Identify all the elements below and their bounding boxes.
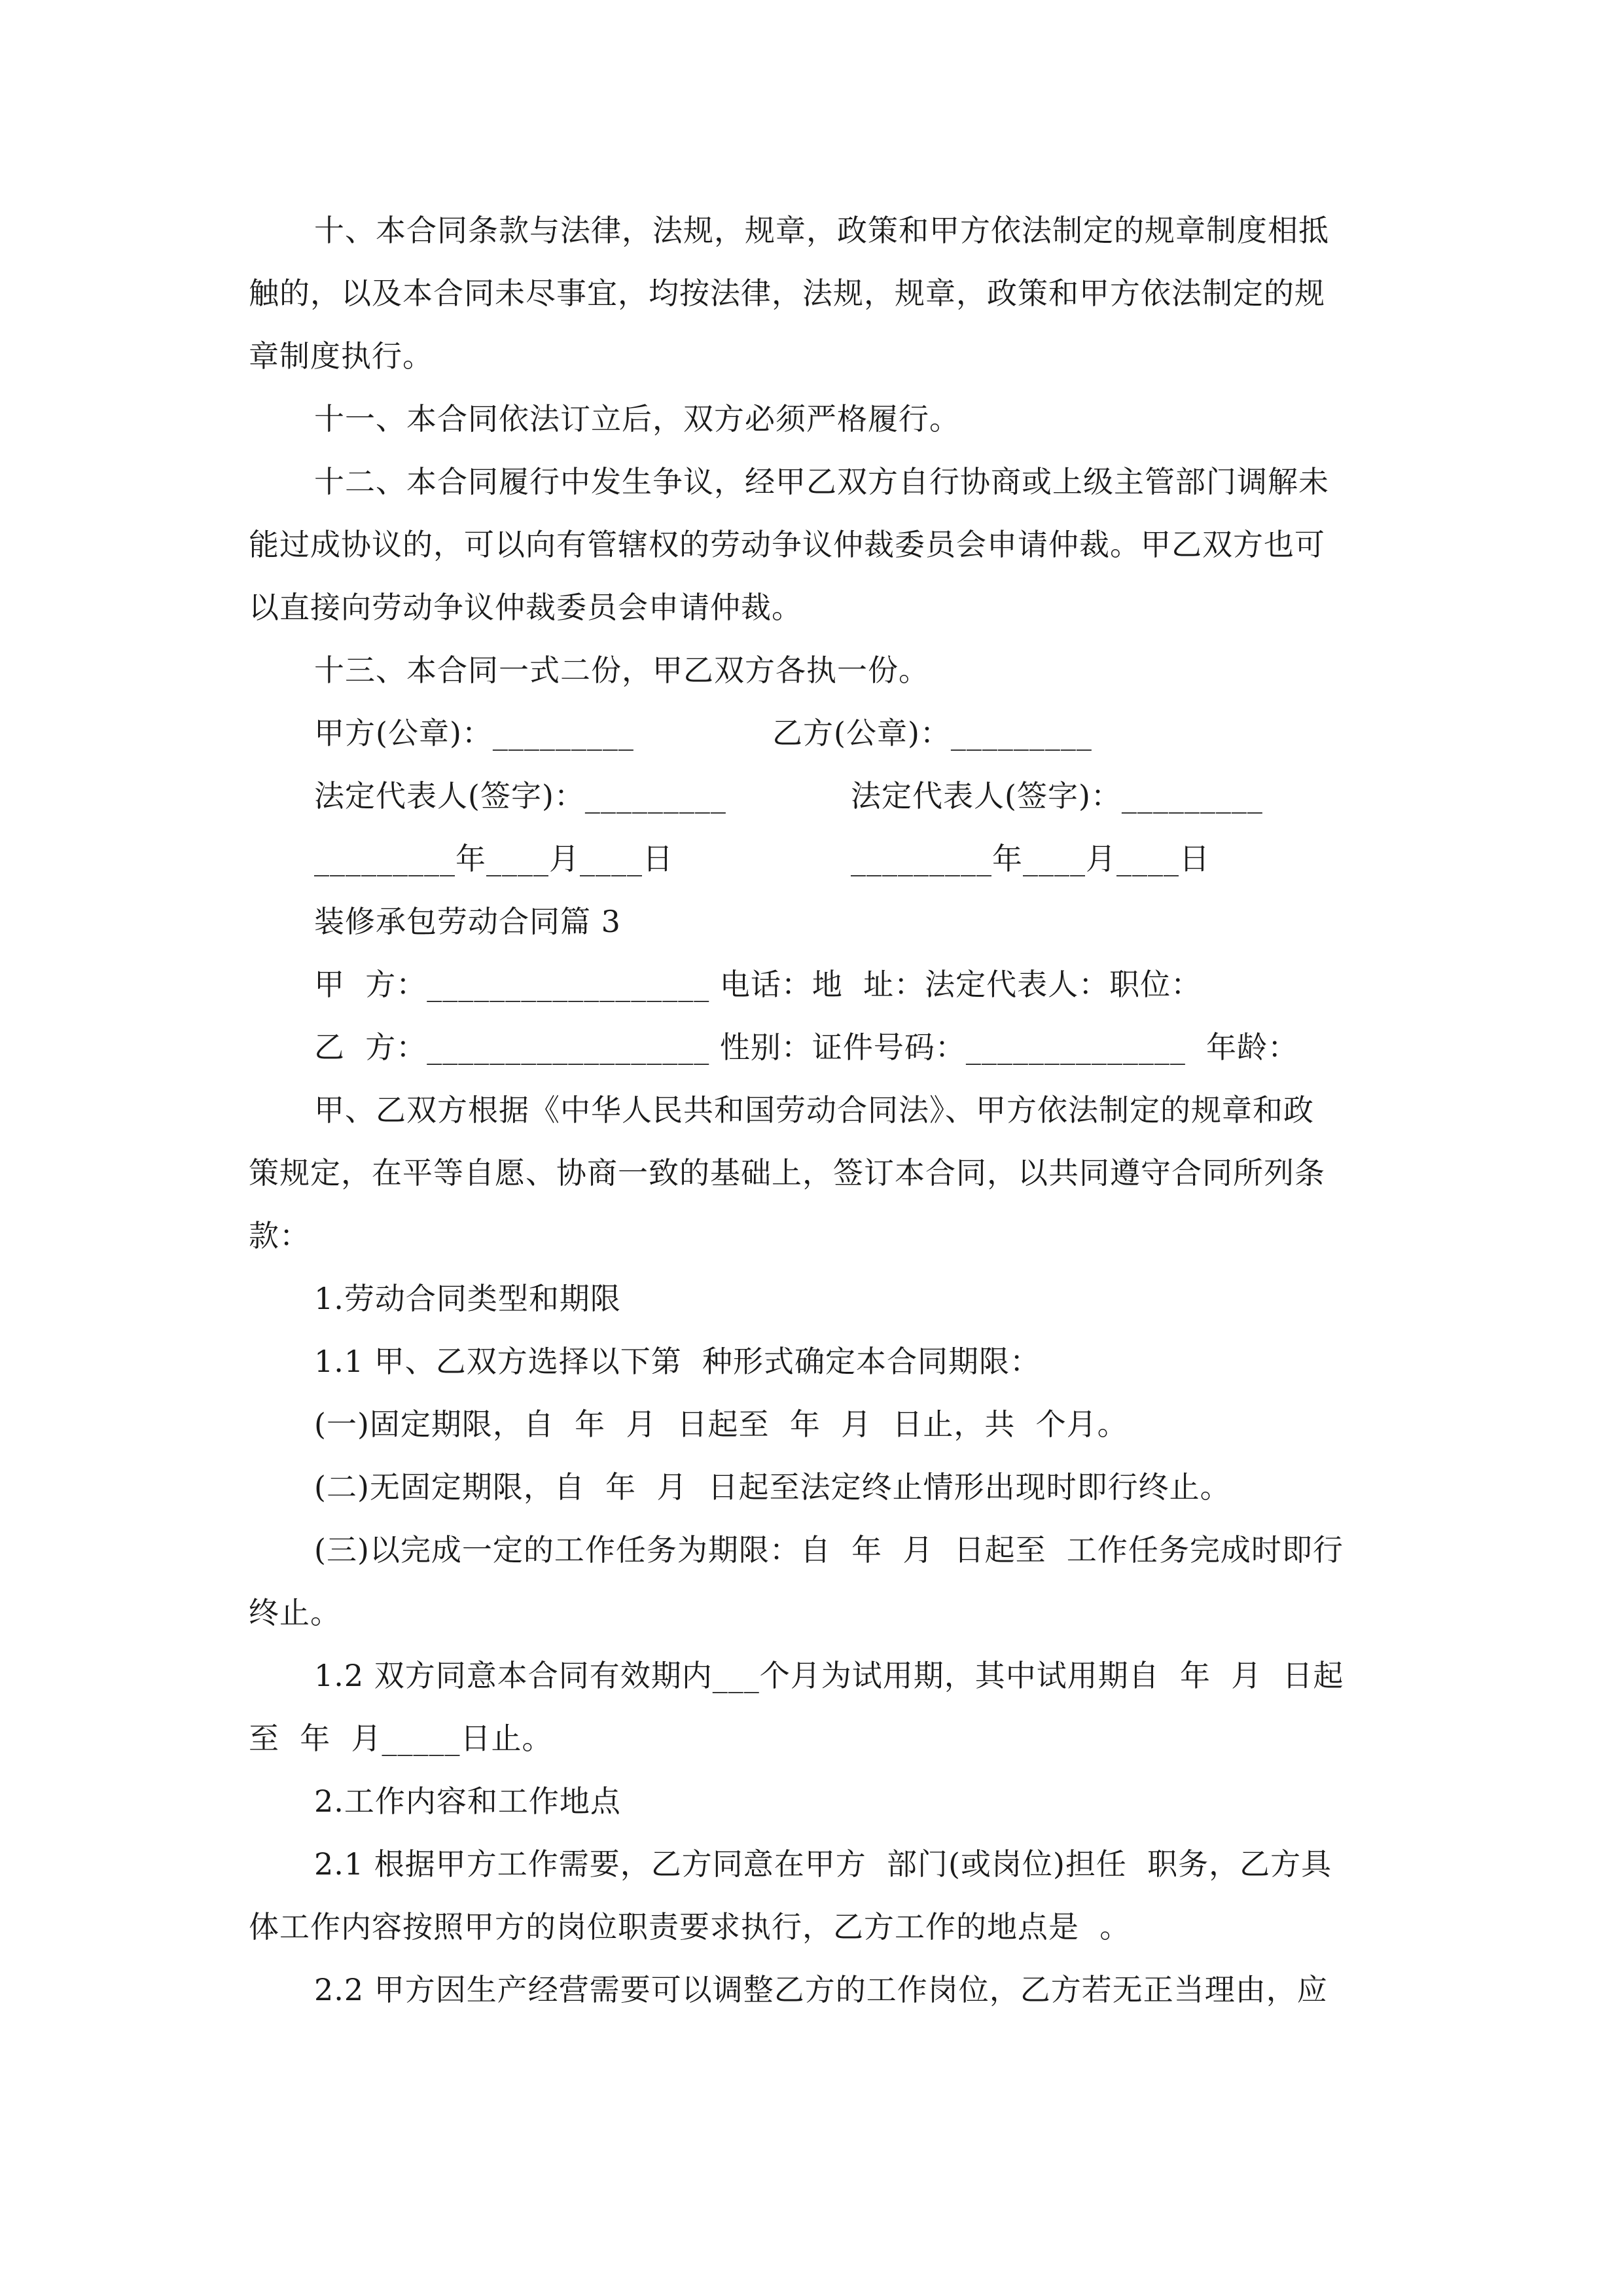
party-b-seal: 乙方(公章)：_________: [772, 715, 1092, 751]
item-1-2-line-2: 至 年 月_____日止。: [249, 1721, 553, 1756]
option-task-term-line-1: (三)以完成一定的工作任务为期限：自 年 月 日起至 工作任务完成时即行: [314, 1532, 1344, 1568]
clause-11: 十一、本合同依法订立后，双方必须严格履行。: [314, 401, 960, 437]
clause-10-line-3: 章制度执行。: [249, 338, 433, 374]
preamble-line-1: 甲、乙双方根据《中华人民共和国劳动合同法》、甲方依法制定的规章和政: [314, 1092, 1314, 1128]
party-b-representative: 法定代表人(签字)：_________: [851, 778, 1263, 814]
item-2-2-line-1: 2.2 甲方因生产经营需要可以调整乙方的工作岗位，乙方若无正当理由，应: [314, 1972, 1328, 2007]
item-1-1: 1.1 甲、乙双方选择以下第 种形式确定本合同期限：: [314, 1344, 1041, 1379]
item-2-1-line-2: 体工作内容按照甲方的岗位职责要求执行，乙方工作的地点是 。: [249, 1909, 1131, 1945]
party-a-seal: 甲方(公章)：_________: [314, 715, 634, 751]
clause-10-line-2: 触的，以及本合同未尽事宜，均按法律，法规，规章，政策和甲方依法制定的规: [249, 276, 1325, 311]
preamble-line-2: 策规定，在平等自愿、协商一致的基础上，签订本合同，以共同遵守合同所列条: [249, 1155, 1325, 1191]
party-a-date: _________年____月____日: [314, 841, 673, 876]
preamble-line-3: 款：: [249, 1218, 310, 1253]
party-a-representative: 法定代表人(签字)：_________: [314, 778, 726, 814]
party-a-info: 甲 方：__________________ 电话：地 址：法定代表人：职位：: [314, 967, 1202, 1002]
party-b-date: _________年____月____日: [851, 841, 1210, 876]
heading-work-content: 2.工作内容和工作地点: [314, 1784, 621, 1819]
section-title: 装修承包劳动合同篇 3: [314, 904, 621, 939]
clause-12-line-2: 能过成协议的，可以向有管辖权的劳动争议仲裁委员会申请仲裁。甲乙双方也可: [249, 527, 1325, 562]
clause-10-line-1: 十、本合同条款与法律，法规，规章，政策和甲方依法制定的规章制度相抵: [314, 213, 1329, 248]
item-1-2-line-1: 1.2 双方同意本合同有效期内___个月为试用期，其中试用期自 年 月 日起: [314, 1658, 1344, 1693]
item-2-1-line-1: 2.1 根据甲方工作需要，乙方同意在甲方 部门(或岗位)担任 职务，乙方具: [314, 1846, 1332, 1882]
option-open-term: (二)无固定期限，自 年 月 日起至法定终止情形出现时即行终止。: [314, 1469, 1231, 1505]
clause-12-line-1: 十二、本合同履行中发生争议，经甲乙双方自行协商或上级主管部门调解未: [314, 464, 1329, 499]
party-b-info: 乙 方：__________________ 性别：证件号码：______________ 年龄：: [314, 1030, 1299, 1065]
clause-13: 十三、本合同一式二份，甲乙双方各执一份。: [314, 653, 929, 688]
clause-12-line-3: 以直接向劳动争议仲裁委员会申请仲裁。: [249, 590, 802, 625]
option-fixed-term: (一)固定期限，自 年 月 日起至 年 月 日止，共 个月。: [314, 1407, 1128, 1442]
option-task-term-line-2: 终止。: [249, 1595, 341, 1630]
heading-contract-type: 1.劳动合同类型和期限: [314, 1281, 621, 1316]
